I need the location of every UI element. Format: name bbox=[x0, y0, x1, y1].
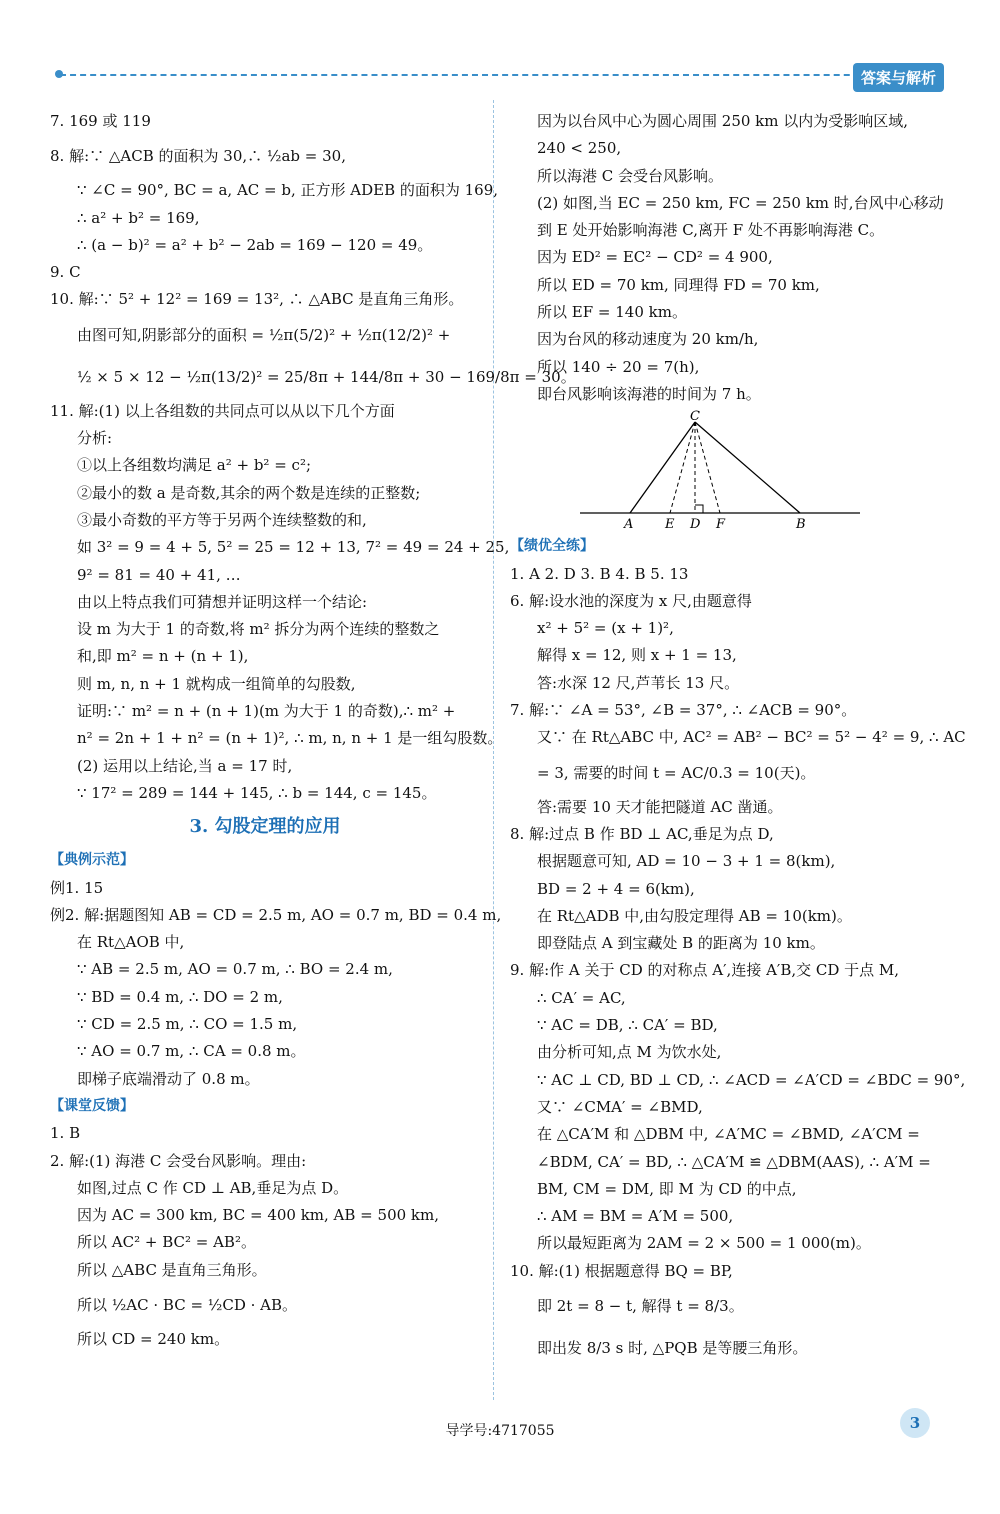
guide-number: 导学号:4717055 bbox=[445, 1423, 555, 1439]
answer-line: BM, CM = DM, 即 M 为 CD 的中点, bbox=[537, 1179, 797, 1198]
answer-line: 11. 解:(1) 以上各组数的共同点可以从以下几个方面 bbox=[50, 401, 395, 420]
answer-line: 9. 解:作 A 关于 CD 的对称点 A′,连接 A′B,交 CD 于点 M, bbox=[510, 961, 900, 980]
tag-examples: 【典例示范】 bbox=[50, 852, 134, 869]
answer-line: ∵ ∠C = 90°, BC = a, AC = b, 正方形 ADEB 的面积为 169, bbox=[77, 181, 499, 200]
answer-line: (2) 如图,当 EC = 250 km, FC = 250 km 时,台风中心移动 bbox=[537, 193, 944, 212]
label-f: F bbox=[716, 517, 726, 533]
segment-ac bbox=[630, 422, 695, 513]
answer-line: 所以 AC² + BC² = AB²。 bbox=[77, 1233, 256, 1252]
answer-line: 所以最短距离为 2AM = 2 × 500 = 1 000(m)。 bbox=[537, 1234, 871, 1253]
answer-line: 和,即 m² = n + (n + 1), bbox=[77, 647, 249, 666]
label-a: A bbox=[624, 517, 634, 533]
answer-line: 证明:∵ m² = n + (n + 1)(m 为大于 1 的奇数),∴ m² + bbox=[77, 702, 456, 721]
answer-line: x² + 5² = (x + 1)², bbox=[537, 619, 674, 638]
answer-line: 在 Rt△ADB 中,由勾股定理得 AB = 10(km)。 bbox=[537, 906, 852, 925]
answer-line: 则 m, n, n + 1 就构成一组简单的勾股数, bbox=[77, 674, 356, 693]
segment-ce bbox=[670, 422, 695, 513]
answer-line: 1. B bbox=[50, 1124, 81, 1143]
triangle-diagram bbox=[510, 408, 950, 533]
answer-line: 1. A 2. D 3. B 4. B 5. 13 bbox=[510, 564, 689, 583]
answer-line: 2. 解:(1) 海港 C 会受台风影响。理由: bbox=[50, 1151, 307, 1170]
answer-line: 所以 140 ÷ 20 = 7(h), bbox=[537, 357, 700, 376]
tag-feedback: 【课堂反馈】 bbox=[50, 1097, 134, 1114]
answer-line: 所以海港 C 会受台风影响。 bbox=[537, 166, 724, 185]
answer-line: ∵ AC = DB, ∴ CA′ = BD, bbox=[537, 1016, 718, 1035]
answer-line: 即台风影响该海港的时间为 7 h。 bbox=[537, 384, 761, 403]
answer-line: 9. C bbox=[50, 263, 81, 282]
answer-line: 解得 x = 12, 则 x + 1 = 13, bbox=[537, 646, 737, 665]
answer-line: 7. 169 或 119 bbox=[50, 112, 151, 130]
answer-line: 10. 解:∵ 5² + 12² = 169 = 13², ∴ △ABC 是直角三角形。 bbox=[50, 290, 464, 309]
answer-line: 所以 ED = 70 km, 同理得 FD = 70 km, bbox=[537, 275, 820, 294]
answer-line: 所以 CD = 240 km。 bbox=[77, 1329, 230, 1348]
answer-line: ∴ CA′ = AC, bbox=[537, 988, 626, 1007]
segment-cb bbox=[695, 422, 800, 513]
answer-line: 因为 ED² = EC² − CD² = 4 900, bbox=[537, 248, 773, 267]
answer-line: 答:水深 12 尺,芦苇长 13 尺。 bbox=[537, 673, 740, 692]
section-title: 3. 勾股定理的应用 bbox=[189, 816, 341, 838]
answer-line: n² = 2n + 1 + n² = (n + 1)², ∴ m, n, n + 1 是一组勾股数。 bbox=[77, 729, 503, 748]
answer-line: 8. 解:∵ △ACB 的面积为 30,∴ ½ab = 30, bbox=[50, 147, 346, 166]
answer-line: 因为以台风中心为圆心周围 250 km 以内为受影响区域, bbox=[537, 112, 909, 130]
answer-line: 6. 解:设水池的深度为 x 尺,由题意得 bbox=[510, 591, 752, 610]
answer-line: ②最小的数 a 是奇数,其余的两个数是连续的正整数; bbox=[77, 483, 421, 502]
answer-line: 即 2t = 8 − t, 解得 t = 8/3。 bbox=[537, 1296, 744, 1315]
answer-line: 例1. 15 bbox=[50, 878, 104, 897]
answer-line: ∵ 17² = 289 = 144 + 145, ∴ b = 144, c = 145。 bbox=[77, 783, 437, 802]
answer-line: 由图可知,阴影部分的面积 = ½π(5/2)² + ½π(12/2)² + bbox=[77, 325, 451, 344]
answer-line: 设 m 为大于 1 的奇数,将 m² 拆分为两个连续的整数之 bbox=[77, 620, 440, 639]
answer-line: = 3, 需要的时间 t = AC/0.3 = 10(天)。 bbox=[537, 763, 816, 782]
answer-line: 9² = 81 = 40 + 41, … bbox=[77, 565, 241, 584]
answer-line: 又∵ ∠CMA′ = ∠BMD, bbox=[537, 1097, 703, 1116]
right-column bbox=[510, 108, 966, 1369]
answer-line: 即出发 8/3 s 时, △PQB 是等腰三角形。 bbox=[537, 1338, 808, 1357]
answer-line: 又∵ 在 Rt△ABC 中, AC² = AB² − BC² = 5² − 4² = 9, ∴ AC bbox=[537, 728, 966, 747]
answer-line: ½ × 5 × 12 − ½π(13/2)² = 25/8π + 144/8π + 30 − 169/8π = 30。 bbox=[77, 367, 576, 386]
answer-line: 如图,过点 C 作 CD ⊥ AB,垂足为点 D。 bbox=[77, 1178, 349, 1197]
answer-line: 由以上特点我们可猜想并证明这样一个结论: bbox=[77, 592, 368, 611]
answer-line: 所以 △ABC 是直角三角形。 bbox=[77, 1260, 267, 1279]
label-e: E bbox=[665, 517, 675, 533]
answer-line: 到 E 处开始影响海港 C,离开 F 处不再影响海港 C。 bbox=[537, 221, 885, 240]
answer-line: 即梯子底端滑动了 0.8 m。 bbox=[77, 1069, 260, 1088]
answer-line: ①以上各组数均满足 a² + b² = c²; bbox=[77, 456, 312, 475]
answer-line: 在 △CA′M 和 △DBM 中, ∠A′MC = ∠BMD, ∠A′CM = bbox=[537, 1125, 920, 1144]
answer-line: 所以 EF = 140 km。 bbox=[537, 303, 687, 322]
header-title: 答案与解析 bbox=[853, 63, 944, 92]
header-rule bbox=[60, 74, 900, 76]
answer-line: 即登陆点 A 到宝藏处 B 的距离为 10 km。 bbox=[537, 934, 825, 953]
answer-line: 答:需要 10 天才能把隧道 AC 凿通。 bbox=[537, 797, 783, 816]
answer-line: (2) 运用以上结论,当 a = 17 时, bbox=[77, 756, 293, 775]
answer-line: ∴ a² + b² = 169, bbox=[77, 208, 200, 227]
typhoon-figure bbox=[510, 408, 950, 533]
label-b: B bbox=[796, 517, 806, 533]
answer-line: ∵ BD = 0.4 m, ∴ DO = 2 m, bbox=[77, 987, 283, 1006]
label-d: D bbox=[690, 517, 701, 533]
page-number: 3 bbox=[900, 1408, 930, 1438]
answer-line: ③最小奇数的平方等于另两个连续整数的和, bbox=[77, 510, 367, 529]
answer-line: 如 3² = 9 = 4 + 5, 5² = 25 = 12 + 13, 7² = 49 = 24 + 25, bbox=[77, 538, 510, 557]
segment-cf bbox=[695, 422, 720, 513]
right-angle-mark bbox=[695, 505, 703, 513]
answer-line: 在 Rt△AOB 中, bbox=[77, 933, 185, 952]
answer-line: ∴ AM = BM = A′M = 500, bbox=[537, 1207, 734, 1226]
answer-line: 240 < 250, bbox=[537, 139, 622, 158]
answer-line: 例2. 解:据题图知 AB = CD = 2.5 m, AO = 0.7 m, BD = 0.4 m, bbox=[50, 905, 502, 924]
answer-line: 根据题意可知, AD = 10 − 3 + 1 = 8(km), bbox=[537, 852, 836, 871]
answer-line: ∠BDM, CA′ = BD, ∴ △CA′M ≌ △DBM(AAS), ∴ A′M = bbox=[537, 1152, 931, 1171]
answer-line: 分析: bbox=[77, 429, 113, 448]
answer-line: ∵ AO = 0.7 m, ∴ CA = 0.8 m。 bbox=[77, 1042, 306, 1061]
answer-line: ∵ AC ⊥ CD, BD ⊥ CD, ∴ ∠ACD = ∠A′CD = ∠BDC = 90°, bbox=[537, 1070, 966, 1089]
answer-line: ∴ (a − b)² = a² + b² − 2ab = 169 − 120 = 49。 bbox=[77, 235, 433, 254]
answer-line: 所以 ½AC · BC = ½CD · AB。 bbox=[77, 1295, 298, 1314]
answer-line: 8. 解:过点 B 作 BD ⊥ AC,垂足为点 D, bbox=[510, 824, 774, 843]
tag-excellent: 【绩优全练】 bbox=[510, 538, 594, 555]
answer-line: 7. 解:∵ ∠A = 53°, ∠B = 37°, ∴ ∠ACB = 90°。 bbox=[510, 701, 857, 720]
label-c: C bbox=[690, 409, 700, 425]
answer-line: 因为 AC = 300 km, BC = 400 km, AB = 500 km, bbox=[77, 1206, 439, 1225]
answer-line: ∵ AB = 2.5 m, AO = 0.7 m, ∴ BO = 2.4 m, bbox=[77, 960, 393, 979]
answer-line: 10. 解:(1) 根据题意得 BQ = BP, bbox=[510, 1261, 733, 1280]
answer-line: 由分析可知,点 M 为饮水处, bbox=[537, 1043, 722, 1062]
answer-line: 因为台风的移动速度为 20 km/h, bbox=[537, 330, 759, 349]
answer-line: ∵ CD = 2.5 m, ∴ CO = 1.5 m, bbox=[77, 1015, 298, 1034]
answer-line: BD = 2 + 4 = 6(km), bbox=[537, 879, 695, 898]
